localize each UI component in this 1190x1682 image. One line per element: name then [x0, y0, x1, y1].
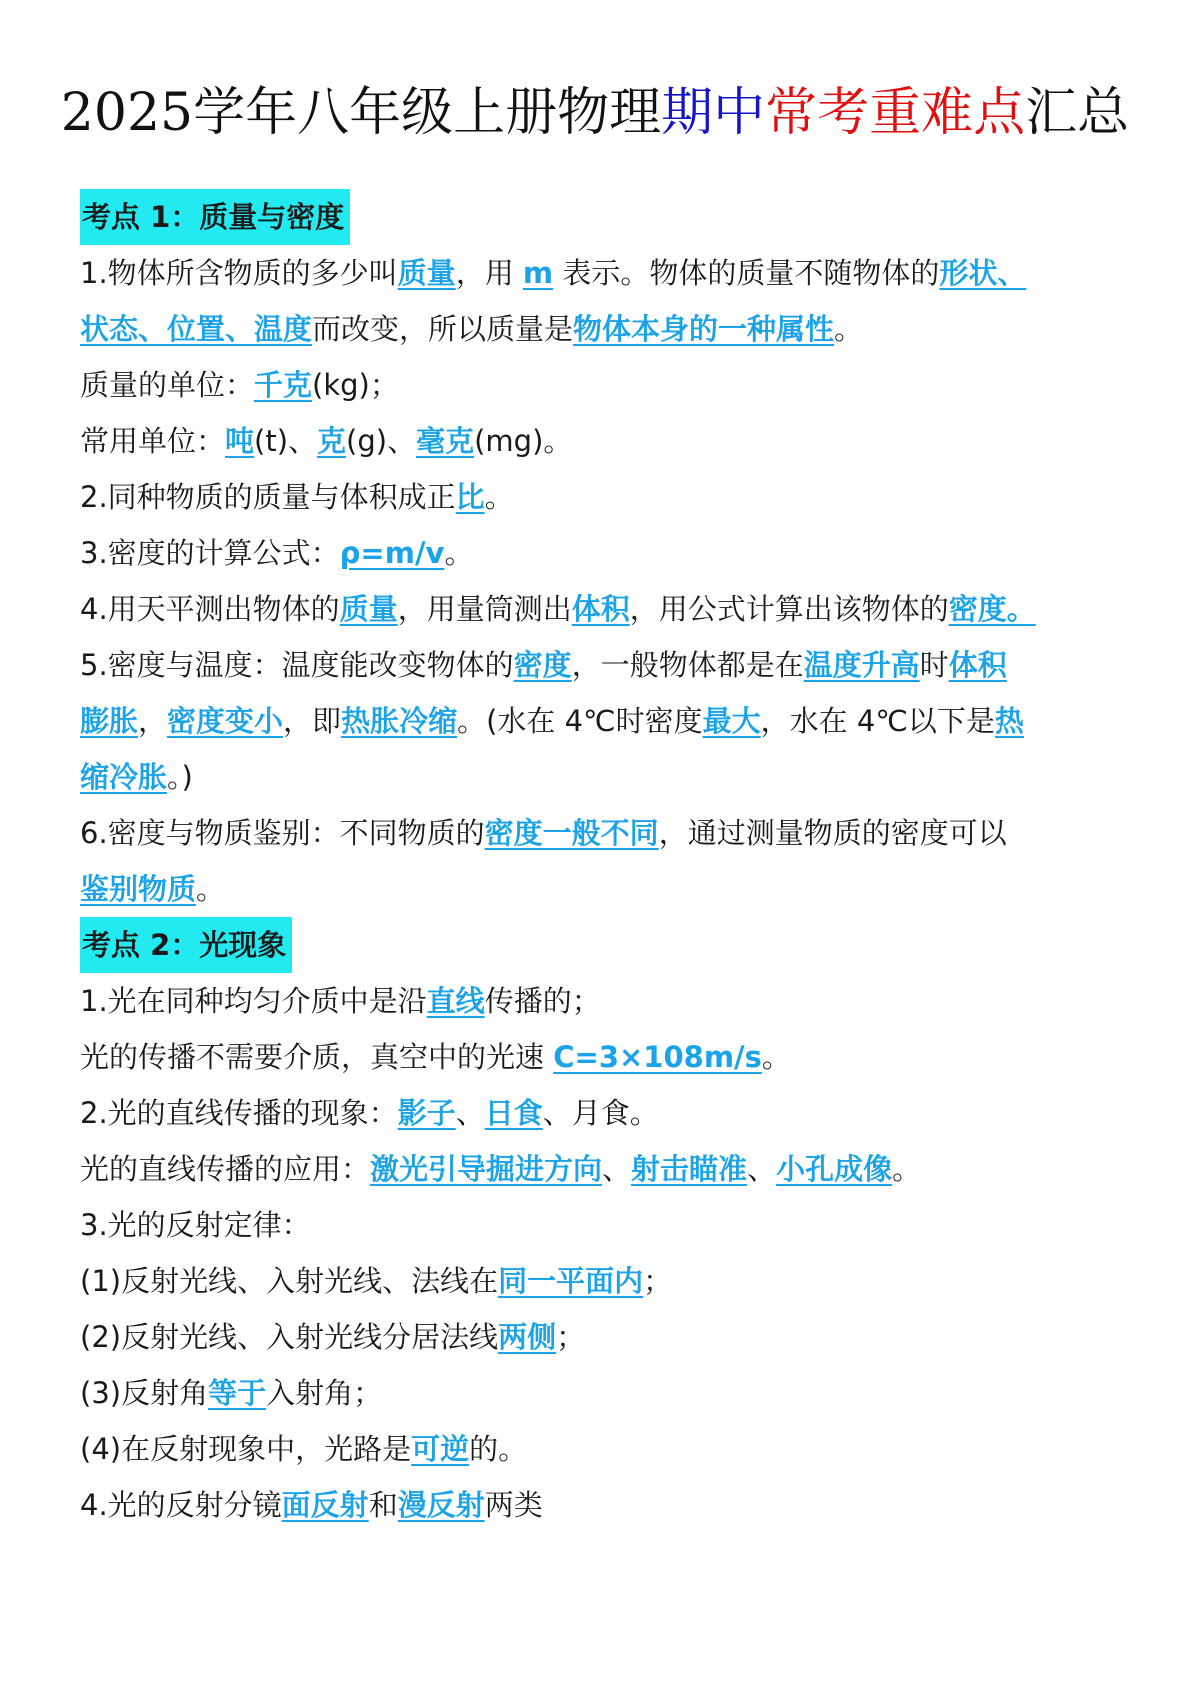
title-part-4: 汇总	[1025, 83, 1130, 143]
keyword-answer: 热胀冷缩	[341, 704, 458, 738]
text-line	[80, 1309, 1120, 1365]
keyword-answer: 吨	[225, 424, 255, 458]
text-segment: ，通过测量物质的密度可以	[658, 816, 1007, 850]
text-segment: ；	[643, 1264, 673, 1298]
keyword-answer: 膨胀	[80, 704, 139, 738]
text-segment: ，	[138, 704, 168, 738]
keyword-answer: 密度。	[948, 592, 1036, 626]
section-heading: 考点 1：质量与密度	[80, 189, 350, 245]
keyword-answer: 比	[455, 480, 485, 514]
text-segment: 1.光在同种均匀介质中是沿	[80, 984, 427, 1018]
text-segment: (t)、	[254, 424, 318, 458]
text-segment: 、月食。	[542, 1096, 659, 1130]
text-line	[80, 1085, 1120, 1141]
keyword-answer: 千克	[254, 368, 313, 402]
keyword-answer: 漫反射	[397, 1488, 485, 1522]
keyword-answer: 毫克	[416, 424, 475, 458]
text-segment: 入射角；	[266, 1376, 383, 1410]
notes-body	[80, 189, 1120, 1533]
keyword-answer: 最大	[702, 704, 761, 738]
section-heading-line	[80, 189, 1120, 245]
text-line	[80, 749, 1120, 805]
keyword-answer: m	[522, 256, 554, 290]
text-segment: 两类	[484, 1488, 543, 1522]
text-line	[80, 525, 1120, 581]
text-segment: 6.密度与物质鉴别：不同物质的	[80, 816, 485, 850]
text-segment: 、	[455, 1096, 485, 1130]
text-segment: 。	[484, 480, 514, 514]
text-segment: (3)反射角	[80, 1376, 209, 1410]
text-segment: (1)反射光线、入射光线、法线在	[80, 1264, 499, 1298]
text-segment: 表示。物体的质量不随物体的	[553, 256, 940, 290]
keyword-answer: 等于	[208, 1376, 267, 1410]
text-segment: 常用单位：	[80, 424, 226, 458]
text-segment: 光的传播不需要介质，真空中的光速	[80, 1040, 554, 1074]
keyword-answer: 体积	[948, 648, 1007, 682]
text-segment: 。(水在 4℃时密度	[457, 704, 703, 738]
text-line	[80, 1421, 1120, 1477]
section-heading: 考点 2：光现象	[80, 917, 292, 973]
text-line	[80, 1253, 1120, 1309]
keyword-answer: 鉴别物质	[80, 872, 197, 906]
text-line	[80, 357, 1120, 413]
page-title	[0, 80, 1190, 146]
keyword-answer: 物体本身的一种属性	[573, 312, 835, 346]
title-part-3: 常考重难点	[765, 83, 1026, 143]
text-line	[80, 861, 1120, 917]
keyword-answer: 激光引导掘进方向	[370, 1152, 603, 1186]
text-segment: 。	[761, 1040, 791, 1074]
text-segment: 3.光的反射定律：	[80, 1208, 311, 1242]
text-segment: ，水在 4℃以下是	[760, 704, 995, 738]
text-line	[80, 469, 1120, 525]
keyword-answer: ρ=m/v	[339, 536, 445, 570]
keyword-answer: 克	[317, 424, 347, 458]
text-segment: (2)反射光线、入射光线分居法线	[80, 1320, 499, 1354]
text-segment: 、	[747, 1152, 777, 1186]
text-segment: ，用公式计算出该物体的	[629, 592, 949, 626]
text-segment: 5.密度与温度：温度能改变物体的	[80, 648, 514, 682]
keyword-answer: 日食	[484, 1096, 543, 1130]
text-line	[80, 693, 1120, 749]
text-segment: 时	[919, 648, 949, 682]
text-line	[80, 413, 1120, 469]
text-segment: 2.同种物质的质量与体积成正	[80, 480, 456, 514]
text-segment: 的。	[469, 1432, 528, 1466]
text-line	[80, 1197, 1120, 1253]
text-segment: ，即	[283, 704, 342, 738]
keyword-answer: 小孔成像	[776, 1152, 893, 1186]
text-segment: 。	[834, 312, 864, 346]
text-segment: 和	[368, 1488, 398, 1522]
keyword-answer: 形状、	[939, 256, 1027, 290]
keyword-answer: 密度一般不同	[484, 816, 659, 850]
text-segment: 。)	[167, 760, 193, 794]
keyword-answer: 密度	[513, 648, 572, 682]
text-segment: 4.用天平测出物体的	[80, 592, 340, 626]
text-segment: (4)在反射现象中，光路是	[80, 1432, 412, 1466]
text-line	[80, 637, 1120, 693]
keyword-answer: 质量	[397, 256, 456, 290]
keyword-answer: 温度升高	[803, 648, 920, 682]
text-segment: ，一般物体都是在	[571, 648, 804, 682]
text-line	[80, 1477, 1120, 1533]
text-line	[80, 805, 1120, 861]
keyword-answer: 状态、位置、温度	[80, 312, 313, 346]
text-segment: 4.光的反射分镜	[80, 1488, 282, 1522]
text-segment: ；	[556, 1320, 586, 1354]
text-segment: 光的直线传播的应用：	[80, 1152, 371, 1186]
text-segment: (mg)。	[474, 424, 573, 458]
text-segment: 。	[892, 1152, 922, 1186]
text-segment: 2.光的直线传播的现象：	[80, 1096, 398, 1130]
keyword-answer: 面反射	[281, 1488, 369, 1522]
keyword-answer: 同一平面内	[498, 1264, 644, 1298]
text-line	[80, 1029, 1120, 1085]
text-segment: 3.密度的计算公式：	[80, 536, 340, 570]
text-line	[80, 1141, 1120, 1197]
keyword-answer: 可逆	[411, 1432, 470, 1466]
text-segment: 。	[444, 536, 474, 570]
text-segment: 1.物体所含物质的多少叫	[80, 256, 398, 290]
keyword-answer: 质量	[339, 592, 398, 626]
text-segment: 传播的；	[484, 984, 601, 1018]
keyword-answer: 缩冷胀	[80, 760, 168, 794]
keyword-answer: 射击瞄准	[631, 1152, 748, 1186]
text-segment: 质量的单位：	[80, 368, 255, 402]
keyword-answer: 两侧	[498, 1320, 557, 1354]
keyword-answer: C=3×108m/s	[553, 1040, 762, 1074]
text-segment: 而改变，所以质量是	[312, 312, 574, 346]
text-line	[80, 245, 1120, 301]
text-line	[80, 973, 1120, 1029]
section-heading-line	[80, 917, 1120, 973]
text-segment: (g)、	[346, 424, 417, 458]
text-segment: (kg)；	[312, 368, 399, 402]
title-part-1: 2025学年八年级上册物理	[60, 83, 662, 143]
keyword-answer: 热	[994, 704, 1024, 738]
text-segment: 、	[602, 1152, 632, 1186]
title-part-2: 期中	[661, 83, 766, 143]
text-line	[80, 581, 1120, 637]
text-segment: 。	[196, 872, 226, 906]
text-line	[80, 301, 1120, 357]
keyword-answer: 直线	[426, 984, 485, 1018]
keyword-answer: 影子	[397, 1096, 456, 1130]
text-segment: ，用量筒测出	[397, 592, 572, 626]
keyword-answer: 密度变小	[167, 704, 284, 738]
text-segment: ，用	[455, 256, 523, 290]
text-line	[80, 1365, 1120, 1421]
keyword-answer: 体积	[571, 592, 630, 626]
